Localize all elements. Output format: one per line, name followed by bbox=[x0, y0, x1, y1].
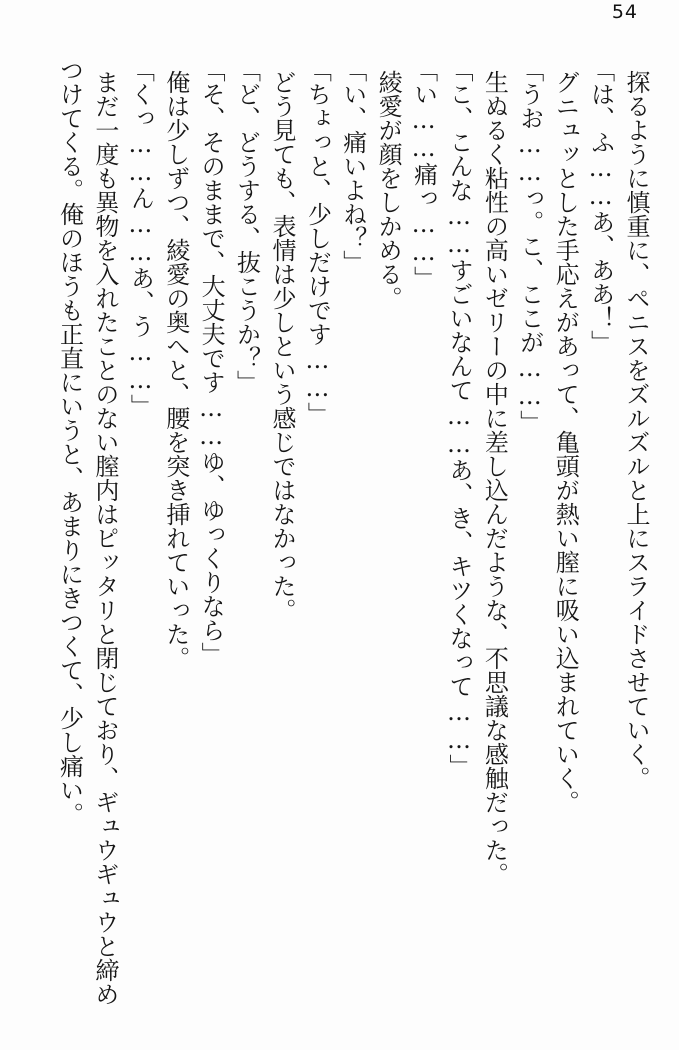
narrative-paragraph: まだ一度も異物を入れたことのない膣内はピッタリと閉じており、ギュウギュウと締めつけてくる。俺のほうも正直にいうと、あまりにきつくて、少し痛い。 bbox=[55, 58, 119, 1006]
dialogue-paragraph: 「い……痛っ……」 bbox=[409, 58, 438, 290]
narrative-paragraph: どう見ても、表情は少しという感じではなかった。 bbox=[267, 70, 296, 622]
narrative-paragraph: グニュッとした手応えがあって、亀頭が熱い膣に吸い込まれていく。 bbox=[551, 70, 580, 814]
narrative-paragraph: 生ぬるく粘性の高いゼリーの中に差し込んだような、不思議な感触だった。 bbox=[480, 70, 509, 886]
narrative-paragraph: 探るように慎重に、ペニスをズルズルと上にスライドさせていく。 bbox=[622, 70, 650, 790]
narrative-paragraph: 俺は少しずつ、綾愛の奥へと、腰を突き挿れていった。 bbox=[161, 70, 190, 670]
page-number: 54 bbox=[611, 1, 638, 23]
dialogue-paragraph: 「い、痛いよね？」 bbox=[338, 58, 367, 274]
dialogue-paragraph: 「くっ……ん……あ、う……」 bbox=[126, 58, 155, 418]
vertical-text-block bbox=[49, 58, 653, 1013]
narrative-paragraph: 綾愛が顔をしかめる。 bbox=[374, 70, 403, 310]
dialogue-paragraph: 「うお……っ。こ、ここが……」 bbox=[515, 58, 544, 434]
dialogue-paragraph: 「ちょっと、少しだけです……」 bbox=[303, 58, 332, 426]
dialogue-paragraph: 「は、ふ……あ、ああ！」 bbox=[586, 58, 615, 354]
dialogue-paragraph: 「そ、そのままで、大丈夫です……ゆ、ゆっくりなら」 bbox=[197, 58, 226, 666]
dialogue-paragraph: 「ど、どうする、抜こうか？」 bbox=[232, 58, 261, 394]
dialogue-paragraph: 「こ、こんな……すごいなんて……あ、き、キツくなって……」 bbox=[444, 58, 473, 778]
